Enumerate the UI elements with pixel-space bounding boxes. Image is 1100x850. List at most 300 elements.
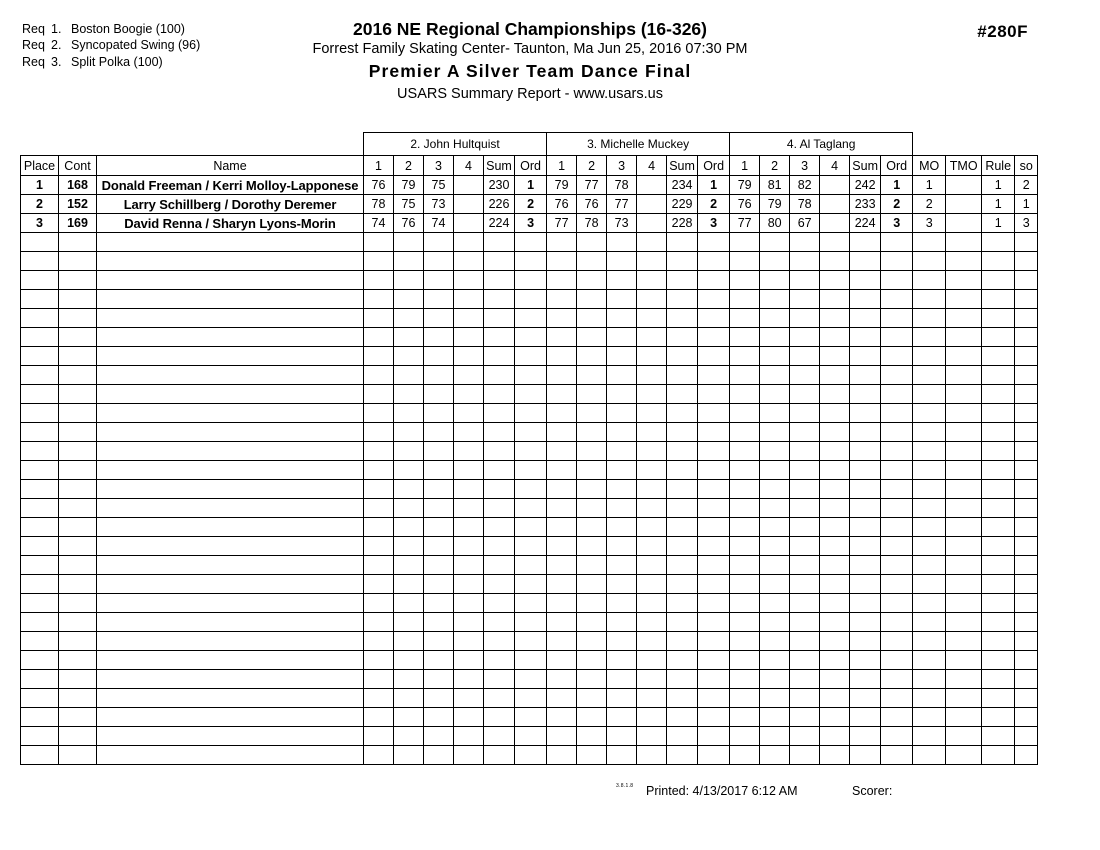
cell-empty[interactable] bbox=[946, 404, 982, 423]
cell-empty[interactable] bbox=[364, 404, 394, 423]
cell-empty[interactable] bbox=[547, 328, 577, 347]
cell-empty[interactable] bbox=[946, 366, 982, 385]
cell-empty[interactable] bbox=[982, 594, 1015, 613]
cell-empty[interactable] bbox=[577, 290, 607, 309]
cell-empty[interactable] bbox=[454, 670, 484, 689]
cell-empty[interactable] bbox=[982, 309, 1015, 328]
cell-empty[interactable] bbox=[820, 480, 850, 499]
cell-empty[interactable] bbox=[667, 632, 698, 651]
cell-empty[interactable] bbox=[364, 537, 394, 556]
cell-empty[interactable] bbox=[698, 556, 730, 575]
cell-empty[interactable] bbox=[667, 290, 698, 309]
cell-empty[interactable] bbox=[97, 575, 364, 594]
cell-empty[interactable] bbox=[1015, 727, 1038, 746]
cell-empty[interactable] bbox=[881, 328, 913, 347]
cell-empty[interactable] bbox=[454, 746, 484, 765]
cell-empty[interactable] bbox=[484, 252, 515, 271]
cell-empty[interactable] bbox=[881, 575, 913, 594]
cell-empty[interactable] bbox=[698, 727, 730, 746]
cell-empty[interactable] bbox=[59, 556, 97, 575]
cell-empty[interactable] bbox=[982, 499, 1015, 518]
cell-empty[interactable] bbox=[394, 385, 424, 404]
cell-empty[interactable] bbox=[881, 632, 913, 651]
cell-empty[interactable] bbox=[394, 575, 424, 594]
cell-empty[interactable] bbox=[730, 442, 760, 461]
cell-empty[interactable] bbox=[454, 271, 484, 290]
cell-empty[interactable] bbox=[607, 708, 637, 727]
cell-empty[interactable] bbox=[454, 632, 484, 651]
cell-empty[interactable] bbox=[364, 461, 394, 480]
cell-empty[interactable] bbox=[21, 309, 59, 328]
cell-empty[interactable] bbox=[607, 651, 637, 670]
cell-empty[interactable] bbox=[667, 727, 698, 746]
cell-empty[interactable] bbox=[364, 518, 394, 537]
cell-empty[interactable] bbox=[850, 594, 881, 613]
cell-empty[interactable] bbox=[730, 632, 760, 651]
cell-empty[interactable] bbox=[1015, 290, 1038, 309]
cell-empty[interactable] bbox=[454, 385, 484, 404]
cell-empty[interactable] bbox=[850, 328, 881, 347]
cell-empty[interactable] bbox=[424, 423, 454, 442]
cell-empty[interactable] bbox=[850, 708, 881, 727]
cell-empty[interactable] bbox=[547, 727, 577, 746]
cell-empty[interactable] bbox=[850, 366, 881, 385]
cell-empty[interactable] bbox=[515, 518, 547, 537]
cell-empty[interactable] bbox=[547, 347, 577, 366]
cell-empty[interactable] bbox=[394, 442, 424, 461]
cell-empty[interactable] bbox=[946, 670, 982, 689]
cell-empty[interactable] bbox=[790, 461, 820, 480]
cell-empty[interactable] bbox=[760, 708, 790, 727]
cell-empty[interactable] bbox=[1015, 252, 1038, 271]
cell-empty[interactable] bbox=[913, 537, 946, 556]
cell-empty[interactable] bbox=[484, 708, 515, 727]
cell-empty[interactable] bbox=[913, 689, 946, 708]
cell-empty[interactable] bbox=[454, 727, 484, 746]
cell-empty[interactable] bbox=[1015, 423, 1038, 442]
cell-empty[interactable] bbox=[982, 461, 1015, 480]
cell-empty[interactable] bbox=[637, 271, 667, 290]
cell-empty[interactable] bbox=[790, 556, 820, 575]
cell-empty[interactable] bbox=[577, 233, 607, 252]
cell-empty[interactable] bbox=[820, 575, 850, 594]
cell-empty[interactable] bbox=[982, 537, 1015, 556]
cell-empty[interactable] bbox=[364, 309, 394, 328]
cell-empty[interactable] bbox=[637, 290, 667, 309]
cell-empty[interactable] bbox=[547, 670, 577, 689]
cell-empty[interactable] bbox=[850, 271, 881, 290]
cell-empty[interactable] bbox=[637, 537, 667, 556]
cell-empty[interactable] bbox=[59, 689, 97, 708]
cell-empty[interactable] bbox=[97, 613, 364, 632]
cell-empty[interactable] bbox=[424, 290, 454, 309]
cell-empty[interactable] bbox=[730, 746, 760, 765]
cell-empty[interactable] bbox=[946, 651, 982, 670]
cell-empty[interactable] bbox=[577, 556, 607, 575]
cell-empty[interactable] bbox=[946, 746, 982, 765]
cell-empty[interactable] bbox=[881, 708, 913, 727]
cell-empty[interactable] bbox=[913, 746, 946, 765]
cell-empty[interactable] bbox=[850, 385, 881, 404]
cell-empty[interactable] bbox=[637, 442, 667, 461]
cell-empty[interactable] bbox=[730, 252, 760, 271]
cell-empty[interactable] bbox=[820, 328, 850, 347]
cell-empty[interactable] bbox=[946, 328, 982, 347]
cell-empty[interactable] bbox=[454, 347, 484, 366]
cell-empty[interactable] bbox=[730, 670, 760, 689]
cell-empty[interactable] bbox=[730, 651, 760, 670]
cell-empty[interactable] bbox=[946, 537, 982, 556]
cell-empty[interactable] bbox=[484, 613, 515, 632]
cell-empty[interactable] bbox=[850, 670, 881, 689]
cell-empty[interactable] bbox=[59, 613, 97, 632]
cell-empty[interactable] bbox=[881, 537, 913, 556]
cell-empty[interactable] bbox=[97, 423, 364, 442]
cell-empty[interactable] bbox=[730, 347, 760, 366]
cell-empty[interactable] bbox=[982, 347, 1015, 366]
cell-empty[interactable] bbox=[698, 518, 730, 537]
cell-empty[interactable] bbox=[913, 613, 946, 632]
cell-empty[interactable] bbox=[1015, 689, 1038, 708]
cell-empty[interactable] bbox=[547, 461, 577, 480]
cell-empty[interactable] bbox=[982, 290, 1015, 309]
cell-empty[interactable] bbox=[946, 233, 982, 252]
cell-empty[interactable] bbox=[982, 670, 1015, 689]
cell-empty[interactable] bbox=[730, 499, 760, 518]
cell-empty[interactable] bbox=[698, 689, 730, 708]
cell-empty[interactable] bbox=[790, 366, 820, 385]
cell-empty[interactable] bbox=[424, 404, 454, 423]
cell-empty[interactable] bbox=[637, 670, 667, 689]
cell-empty[interactable] bbox=[607, 518, 637, 537]
cell-empty[interactable] bbox=[698, 366, 730, 385]
cell-empty[interactable] bbox=[730, 233, 760, 252]
cell-empty[interactable] bbox=[364, 271, 394, 290]
cell-empty[interactable] bbox=[364, 556, 394, 575]
cell-empty[interactable] bbox=[21, 746, 59, 765]
cell-empty[interactable] bbox=[913, 309, 946, 328]
cell-empty[interactable] bbox=[820, 404, 850, 423]
cell-empty[interactable] bbox=[1015, 746, 1038, 765]
cell-empty[interactable] bbox=[97, 746, 364, 765]
cell-empty[interactable] bbox=[59, 442, 97, 461]
cell-empty[interactable] bbox=[484, 423, 515, 442]
cell-empty[interactable] bbox=[760, 233, 790, 252]
cell-empty[interactable] bbox=[730, 404, 760, 423]
cell-empty[interactable] bbox=[946, 461, 982, 480]
cell-empty[interactable] bbox=[424, 613, 454, 632]
cell-empty[interactable] bbox=[454, 651, 484, 670]
cell-empty[interactable] bbox=[1015, 613, 1038, 632]
cell-empty[interactable] bbox=[607, 594, 637, 613]
cell-empty[interactable] bbox=[760, 670, 790, 689]
cell-empty[interactable] bbox=[850, 233, 881, 252]
cell-empty[interactable] bbox=[515, 290, 547, 309]
cell-empty[interactable] bbox=[913, 404, 946, 423]
cell-empty[interactable] bbox=[820, 632, 850, 651]
cell-empty[interactable] bbox=[1015, 347, 1038, 366]
cell-empty[interactable] bbox=[515, 252, 547, 271]
cell-empty[interactable] bbox=[607, 328, 637, 347]
cell-empty[interactable] bbox=[394, 689, 424, 708]
cell-empty[interactable] bbox=[547, 480, 577, 499]
cell-empty[interactable] bbox=[637, 461, 667, 480]
cell-empty[interactable] bbox=[667, 746, 698, 765]
cell-empty[interactable] bbox=[760, 480, 790, 499]
cell-empty[interactable] bbox=[21, 233, 59, 252]
cell-empty[interactable] bbox=[21, 366, 59, 385]
cell-empty[interactable] bbox=[698, 271, 730, 290]
cell-empty[interactable] bbox=[760, 746, 790, 765]
cell-empty[interactable] bbox=[484, 537, 515, 556]
cell-empty[interactable] bbox=[850, 309, 881, 328]
cell-empty[interactable] bbox=[790, 404, 820, 423]
cell-empty[interactable] bbox=[946, 271, 982, 290]
cell-empty[interactable] bbox=[21, 385, 59, 404]
cell-empty[interactable] bbox=[484, 309, 515, 328]
cell-empty[interactable] bbox=[394, 518, 424, 537]
cell-empty[interactable] bbox=[730, 461, 760, 480]
cell-empty[interactable] bbox=[913, 632, 946, 651]
cell-empty[interactable] bbox=[820, 556, 850, 575]
cell-empty[interactable] bbox=[760, 309, 790, 328]
cell-empty[interactable] bbox=[484, 689, 515, 708]
cell-empty[interactable] bbox=[850, 575, 881, 594]
cell-empty[interactable] bbox=[790, 480, 820, 499]
cell-empty[interactable] bbox=[790, 689, 820, 708]
cell-empty[interactable] bbox=[59, 252, 97, 271]
cell-empty[interactable] bbox=[820, 442, 850, 461]
cell-empty[interactable] bbox=[982, 556, 1015, 575]
cell-empty[interactable] bbox=[424, 670, 454, 689]
cell-empty[interactable] bbox=[667, 442, 698, 461]
cell-empty[interactable] bbox=[424, 271, 454, 290]
cell-empty[interactable] bbox=[607, 404, 637, 423]
cell-empty[interactable] bbox=[607, 613, 637, 632]
cell-empty[interactable] bbox=[515, 480, 547, 499]
cell-empty[interactable] bbox=[59, 404, 97, 423]
cell-empty[interactable] bbox=[515, 537, 547, 556]
cell-empty[interactable] bbox=[946, 499, 982, 518]
cell-empty[interactable] bbox=[454, 518, 484, 537]
cell-empty[interactable] bbox=[97, 271, 364, 290]
cell-empty[interactable] bbox=[607, 309, 637, 328]
cell-empty[interactable] bbox=[394, 290, 424, 309]
cell-empty[interactable] bbox=[730, 480, 760, 499]
cell-empty[interactable] bbox=[484, 385, 515, 404]
cell-empty[interactable] bbox=[424, 537, 454, 556]
cell-empty[interactable] bbox=[698, 442, 730, 461]
cell-empty[interactable] bbox=[1015, 309, 1038, 328]
cell-empty[interactable] bbox=[730, 309, 760, 328]
cell-empty[interactable] bbox=[913, 442, 946, 461]
cell-empty[interactable] bbox=[59, 594, 97, 613]
cell-empty[interactable] bbox=[760, 727, 790, 746]
cell-empty[interactable] bbox=[790, 727, 820, 746]
cell-empty[interactable] bbox=[454, 556, 484, 575]
cell-empty[interactable] bbox=[637, 366, 667, 385]
cell-empty[interactable] bbox=[820, 689, 850, 708]
cell-empty[interactable] bbox=[21, 328, 59, 347]
cell-empty[interactable] bbox=[790, 442, 820, 461]
cell-empty[interactable] bbox=[607, 366, 637, 385]
cell-empty[interactable] bbox=[667, 708, 698, 727]
cell-empty[interactable] bbox=[424, 385, 454, 404]
cell-empty[interactable] bbox=[760, 499, 790, 518]
cell-empty[interactable] bbox=[820, 746, 850, 765]
cell-empty[interactable] bbox=[982, 746, 1015, 765]
cell-empty[interactable] bbox=[698, 347, 730, 366]
cell-empty[interactable] bbox=[913, 575, 946, 594]
cell-empty[interactable] bbox=[1015, 708, 1038, 727]
cell-empty[interactable] bbox=[607, 233, 637, 252]
cell-empty[interactable] bbox=[59, 328, 97, 347]
cell-empty[interactable] bbox=[730, 556, 760, 575]
cell-empty[interactable] bbox=[946, 708, 982, 727]
cell-empty[interactable] bbox=[394, 537, 424, 556]
cell-empty[interactable] bbox=[820, 727, 850, 746]
cell-empty[interactable] bbox=[424, 252, 454, 271]
cell-empty[interactable] bbox=[454, 499, 484, 518]
cell-empty[interactable] bbox=[577, 480, 607, 499]
cell-empty[interactable] bbox=[698, 290, 730, 309]
cell-empty[interactable] bbox=[97, 328, 364, 347]
cell-empty[interactable] bbox=[881, 746, 913, 765]
cell-empty[interactable] bbox=[577, 575, 607, 594]
cell-empty[interactable] bbox=[881, 442, 913, 461]
cell-empty[interactable] bbox=[790, 385, 820, 404]
cell-empty[interactable] bbox=[698, 309, 730, 328]
cell-empty[interactable] bbox=[59, 727, 97, 746]
cell-empty[interactable] bbox=[484, 575, 515, 594]
cell-empty[interactable] bbox=[97, 518, 364, 537]
cell-empty[interactable] bbox=[946, 423, 982, 442]
cell-empty[interactable] bbox=[637, 328, 667, 347]
cell-empty[interactable] bbox=[59, 651, 97, 670]
cell-empty[interactable] bbox=[577, 366, 607, 385]
cell-empty[interactable] bbox=[59, 271, 97, 290]
cell-empty[interactable] bbox=[946, 385, 982, 404]
cell-empty[interactable] bbox=[364, 252, 394, 271]
cell-empty[interactable] bbox=[547, 594, 577, 613]
cell-empty[interactable] bbox=[97, 651, 364, 670]
cell-empty[interactable] bbox=[424, 556, 454, 575]
cell-empty[interactable] bbox=[667, 499, 698, 518]
cell-empty[interactable] bbox=[790, 746, 820, 765]
cell-empty[interactable] bbox=[547, 309, 577, 328]
cell-empty[interactable] bbox=[577, 518, 607, 537]
cell-empty[interactable] bbox=[913, 233, 946, 252]
cell-empty[interactable] bbox=[394, 366, 424, 385]
cell-empty[interactable] bbox=[667, 613, 698, 632]
cell-empty[interactable] bbox=[637, 252, 667, 271]
cell-empty[interactable] bbox=[760, 404, 790, 423]
cell-empty[interactable] bbox=[484, 290, 515, 309]
cell-empty[interactable] bbox=[760, 290, 790, 309]
cell-empty[interactable] bbox=[97, 537, 364, 556]
cell-empty[interactable] bbox=[484, 347, 515, 366]
cell-empty[interactable] bbox=[850, 613, 881, 632]
cell-empty[interactable] bbox=[790, 328, 820, 347]
cell-empty[interactable] bbox=[577, 347, 607, 366]
cell-empty[interactable] bbox=[547, 613, 577, 632]
cell-empty[interactable] bbox=[881, 290, 913, 309]
cell-empty[interactable] bbox=[881, 233, 913, 252]
cell-empty[interactable] bbox=[698, 461, 730, 480]
cell-empty[interactable] bbox=[577, 499, 607, 518]
cell-empty[interactable] bbox=[97, 442, 364, 461]
cell-empty[interactable] bbox=[913, 271, 946, 290]
cell-empty[interactable] bbox=[515, 385, 547, 404]
cell-empty[interactable] bbox=[424, 328, 454, 347]
cell-empty[interactable] bbox=[946, 727, 982, 746]
cell-empty[interactable] bbox=[820, 385, 850, 404]
cell-empty[interactable] bbox=[424, 651, 454, 670]
cell-empty[interactable] bbox=[730, 271, 760, 290]
cell-empty[interactable] bbox=[913, 708, 946, 727]
cell-empty[interactable] bbox=[913, 518, 946, 537]
cell-empty[interactable] bbox=[21, 518, 59, 537]
cell-empty[interactable] bbox=[982, 708, 1015, 727]
cell-empty[interactable] bbox=[946, 290, 982, 309]
cell-empty[interactable] bbox=[547, 366, 577, 385]
cell-empty[interactable] bbox=[982, 366, 1015, 385]
cell-empty[interactable] bbox=[364, 575, 394, 594]
cell-empty[interactable] bbox=[97, 670, 364, 689]
cell-empty[interactable] bbox=[881, 461, 913, 480]
cell-empty[interactable] bbox=[881, 366, 913, 385]
cell-empty[interactable] bbox=[454, 423, 484, 442]
cell-empty[interactable] bbox=[1015, 480, 1038, 499]
cell-empty[interactable] bbox=[760, 575, 790, 594]
cell-empty[interactable] bbox=[790, 233, 820, 252]
cell-empty[interactable] bbox=[97, 309, 364, 328]
cell-empty[interactable] bbox=[1015, 518, 1038, 537]
cell-empty[interactable] bbox=[484, 271, 515, 290]
cell-empty[interactable] bbox=[577, 537, 607, 556]
cell-empty[interactable] bbox=[547, 252, 577, 271]
cell-empty[interactable] bbox=[364, 290, 394, 309]
cell-empty[interactable] bbox=[913, 556, 946, 575]
cell-empty[interactable] bbox=[946, 594, 982, 613]
cell-empty[interactable] bbox=[97, 290, 364, 309]
cell-empty[interactable] bbox=[484, 442, 515, 461]
cell-empty[interactable] bbox=[97, 727, 364, 746]
cell-empty[interactable] bbox=[547, 746, 577, 765]
cell-empty[interactable] bbox=[1015, 594, 1038, 613]
cell-empty[interactable] bbox=[850, 518, 881, 537]
cell-empty[interactable] bbox=[850, 423, 881, 442]
cell-empty[interactable] bbox=[394, 309, 424, 328]
cell-empty[interactable] bbox=[982, 613, 1015, 632]
cell-empty[interactable] bbox=[946, 309, 982, 328]
cell-empty[interactable] bbox=[547, 442, 577, 461]
cell-empty[interactable] bbox=[21, 442, 59, 461]
cell-empty[interactable] bbox=[667, 423, 698, 442]
cell-empty[interactable] bbox=[21, 271, 59, 290]
cell-empty[interactable] bbox=[913, 252, 946, 271]
cell-empty[interactable] bbox=[21, 632, 59, 651]
cell-empty[interactable] bbox=[577, 404, 607, 423]
cell-empty[interactable] bbox=[1015, 404, 1038, 423]
cell-empty[interactable] bbox=[667, 670, 698, 689]
cell-empty[interactable] bbox=[577, 594, 607, 613]
cell-empty[interactable] bbox=[946, 480, 982, 499]
cell-empty[interactable] bbox=[820, 271, 850, 290]
cell-empty[interactable] bbox=[547, 404, 577, 423]
cell-empty[interactable] bbox=[394, 461, 424, 480]
cell-empty[interactable] bbox=[484, 480, 515, 499]
